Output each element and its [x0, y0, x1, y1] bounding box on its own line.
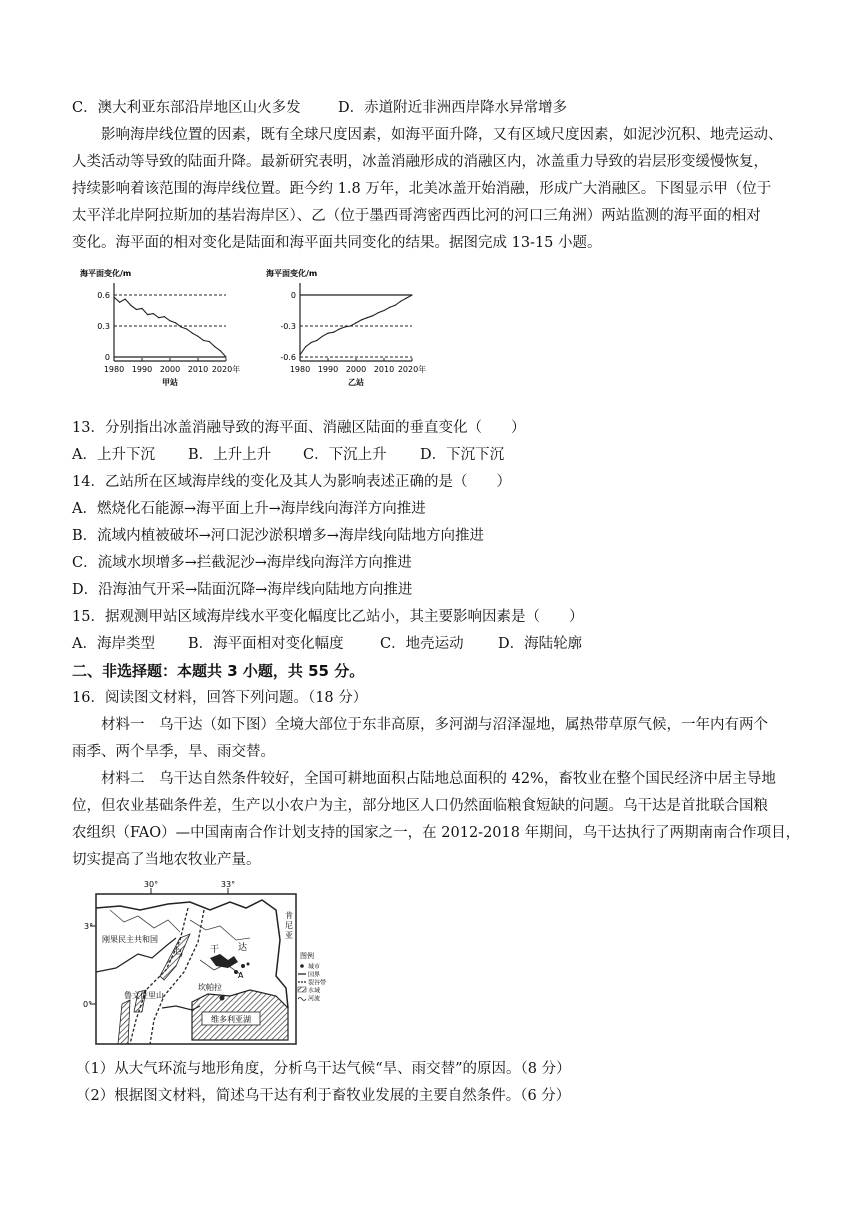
data-point	[153, 313, 154, 314]
lat-3-label: 3°	[84, 922, 94, 931]
question-14-option-c: C．流域水坝增多→拦截泥沙→海岸线向海洋方向推进	[72, 555, 412, 571]
rwenzori-label: 鲁文佐里山	[124, 991, 164, 1000]
data-point	[299, 354, 300, 355]
data-point	[383, 310, 384, 311]
x-tick-label: 1990	[131, 365, 153, 374]
chart-jia-station	[76, 265, 266, 395]
data-point	[406, 298, 407, 299]
y-tick-label: 0.6	[97, 291, 110, 300]
data-point	[209, 341, 210, 342]
x-tick-label: 1990	[317, 365, 339, 374]
uganda-map	[80, 880, 340, 1052]
question-14-stem: 14．乙站所在区域海岸线的变化及其人为影响表述正确的是（ ）	[72, 474, 511, 490]
uganda-label: 干	[210, 945, 220, 955]
chart-title: 乙站	[348, 378, 364, 387]
lon-33-label: 33°	[220, 880, 236, 889]
passage-line: 影响海岸线位置的因素，既有全球尺度因素，如海平面升降，又有区域尺度因素，如泥沙沉积、地壳运动、	[101, 127, 783, 143]
passage-line: 人类活动等导致的陆面升降。最新研究表明，冰盖消融形成的消融区内，冰盖重力导致的岩层形变缓慢恢复，	[72, 154, 768, 170]
victoria-label: 维多利亚湖	[211, 1015, 251, 1024]
drc-label: 刚果民主共和国	[102, 935, 158, 944]
data-point	[322, 336, 323, 337]
legend-item: 河流	[308, 995, 321, 1003]
point-a-marker	[234, 970, 238, 974]
data-point	[305, 346, 306, 347]
legend-title: 图例	[300, 952, 314, 960]
lake-kyoga	[210, 954, 238, 968]
kampala-city-marker	[220, 996, 225, 1001]
data-point	[378, 312, 379, 313]
y-tick-label: 0	[104, 353, 110, 362]
question-13-option-d: D．下沉下沉	[420, 447, 505, 463]
y-tick-label: 0	[290, 291, 296, 300]
data-point	[361, 319, 362, 320]
y-tick-label: -0.6	[280, 353, 296, 362]
material-2-line: 农组织（FAO）—中国南南合作计划支持的国家之一，在 2012-2018 年期间，乌干达执行了两期南南合作项目，	[72, 825, 801, 841]
passage-line: 持续影响着该范围的海岸线位置。距今约 1.8 万年，北美冰盖开始消融，形成广大消融区。下图显示甲（位于	[72, 181, 772, 197]
data-point	[350, 325, 351, 326]
data-point	[367, 317, 368, 318]
section-2-heading: 二、非选择题：本题共 3 小题，共 55 分。	[72, 662, 365, 680]
option-12-d: D．赤道附近非洲西岸降水异常增多	[338, 100, 568, 116]
x-tick-label: 2020年	[397, 365, 427, 374]
x-tick-label: 2000	[345, 365, 367, 374]
question-15-option-d: D．海陆轮廓	[498, 636, 583, 652]
material-1-line: 雨季、两个旱季，旱、雨交替。	[72, 744, 275, 760]
series-line	[300, 295, 412, 355]
series-line	[114, 297, 226, 357]
data-point	[225, 356, 226, 357]
legend-item: 裂谷带	[308, 979, 327, 987]
data-point	[136, 309, 137, 310]
data-point	[130, 305, 131, 306]
data-point	[113, 296, 114, 297]
data-point	[158, 317, 159, 318]
kenya-label: 尼	[285, 921, 293, 930]
legend-item: 水域	[308, 987, 321, 995]
x-tick-label: 1980	[289, 365, 311, 374]
data-point	[411, 294, 412, 295]
data-point	[203, 340, 204, 341]
rift-valley	[130, 908, 188, 1044]
data-point	[311, 342, 312, 343]
river	[110, 910, 180, 932]
data-point	[389, 307, 390, 308]
lon-30-label: 30°	[143, 880, 159, 889]
data-point	[175, 322, 176, 323]
chart-yi-station	[262, 265, 452, 395]
uganda-label: 达	[238, 943, 248, 953]
data-point	[333, 332, 334, 333]
data-point	[186, 329, 187, 330]
data-point	[220, 350, 221, 351]
material-2-line: 材料二 乌干达自然条件较好，全国可耕地面积占陆地总面积的 42%，畜牧业在整个国民经济中居主导地	[101, 771, 776, 787]
western-strip	[118, 1000, 130, 1044]
data-point	[372, 315, 373, 316]
data-point	[327, 333, 328, 334]
y-tick-label: -0.3	[280, 322, 296, 331]
data-point	[395, 305, 396, 306]
kampala-label: 坎帕拉	[198, 983, 222, 992]
legend-item: 城市	[308, 963, 321, 971]
passage-line: 太平洋北岸阿拉斯加的基岩海岸区）、乙（位于墨西哥湾密西西比河的河口三角洲）两站监测的海平面的相对	[72, 208, 761, 224]
lat-0-label: 0°	[83, 1000, 93, 1009]
uganda-label: 乌	[174, 949, 184, 959]
data-point	[197, 336, 198, 337]
x-tick-label: 2010	[373, 365, 395, 374]
data-point	[355, 322, 356, 323]
question-15-stem: 15．据观测甲站区域海岸线水平变化幅度比乙站小，其主要影响因素是（ ）	[72, 609, 584, 625]
data-point	[192, 333, 193, 334]
question-13-option-c: C．下沉上升	[303, 447, 387, 463]
x-tick-label: 2000	[159, 365, 181, 374]
question-16-sub-1: （1）从大气环流与地形角度，分析乌干达气候“旱、雨交替”的原因。（8 分）	[76, 1061, 571, 1077]
data-point	[141, 308, 142, 309]
x-tick-label: 2020年	[211, 365, 241, 374]
question-14-option-b: B．流域内植被破坏→河口泥沙淤积增多→海岸线向陆地方向推进	[72, 528, 484, 544]
passage-line: 变化。海平面的相对变化是陆面和海平面共同变化的结果。据图完成 13-15 小题。	[72, 235, 602, 251]
data-point	[316, 340, 317, 341]
x-tick-label: 1980	[103, 365, 125, 374]
point-a-label: A	[238, 971, 244, 980]
data-point	[344, 326, 345, 327]
data-point	[125, 299, 126, 300]
x-tick-label: 2010	[187, 365, 209, 374]
kenya-label: 肯	[285, 911, 293, 920]
question-15-option-c: C．地壳运动	[380, 636, 464, 652]
kenya-label: 亚	[285, 931, 293, 940]
legend-item: 国界	[308, 971, 321, 979]
data-point	[147, 314, 148, 315]
question-14-option-a: A．燃烧化石能源→海平面上升→海岸线向海洋方向推进	[72, 501, 426, 517]
data-point	[214, 346, 215, 347]
option-12-c: C．澳大利亚东部沿岸地区山火多发	[72, 100, 301, 116]
question-13-option-a: A．上升下沉	[72, 447, 155, 463]
question-16-sub-2: （2）根据图文材料，简述乌干达有利于畜牧业发展的主要自然条件。（6 分）	[76, 1088, 571, 1104]
data-point	[181, 326, 182, 327]
chart-title: 甲站	[162, 378, 178, 387]
material-1-line: 材料一 乌干达（如下图）全境大部位于东非高原，多河湖与沼泽湿地，属热带草原气候，一年内有两个	[101, 717, 768, 733]
question-13-option-b: B．上升上升	[188, 447, 272, 463]
data-point	[339, 329, 340, 330]
y-axis-label: 海平面变化/m	[266, 269, 318, 278]
question-15-option-a: A．海岸类型	[72, 636, 155, 652]
material-2-line: 切实提高了当地农牧业产量。	[72, 852, 261, 868]
question-16-stem: 16．阅读图文材料，回答下列问题。（18 分）	[72, 690, 368, 706]
y-axis-label: 海平面变化/m	[80, 269, 132, 278]
data-point	[164, 316, 165, 317]
data-point	[119, 302, 120, 303]
question-13-stem: 13．分别指出冰盖消融导致的海平面、消融区陆面的垂直变化（ ）	[72, 420, 526, 436]
data-point	[169, 320, 170, 321]
data-point	[400, 301, 401, 302]
question-14-option-d: D．沿海油气开采→陆面沉降→海岸线向陆地方向推进	[72, 582, 413, 598]
material-2-line: 位，但农业基础条件差，生产以小农户为主，部分地区人口仍然面临粮食短缺的问题。乌干达是首批联合国粮	[72, 798, 768, 814]
y-tick-label: 0.3	[97, 322, 110, 331]
question-15-option-b: B．海平面相对变化幅度	[188, 636, 344, 652]
